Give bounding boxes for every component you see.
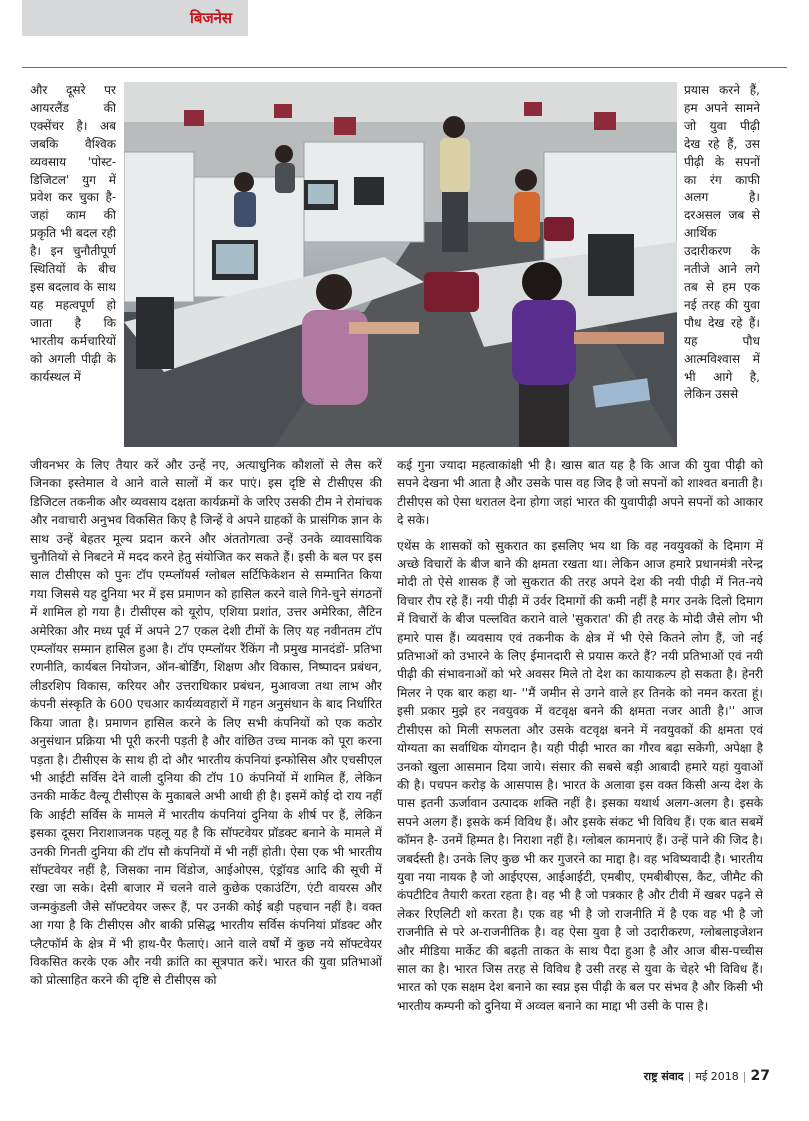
- text-column-right-narrow: [684, 82, 760, 456]
- paragraph: जीवनभर के लिए तैयार करें और उन्हें नए, अत्याधुनिक कौशलों से लैस करें जिनका इस्तेमाल वे आने वाले सालों में कर पाएं। इस दृष्टि से टीसीएस की डिजिटल तकनीक और व्यवसाय दक्षता कार्यक्रमों के जरिए उसकी टीम ने रोमांचक और नवाचारी अनुभव विकसित किए है जिन्हें वे अपने ग्राहकों के प्रासंगिक ज्ञान के साथ उन्हें बेहतर मूल्य प्रदान करने और अंततोगत्वा उन्हें उनके व्यावसायिक चुनौतियों से निबटने में मदद करने हेतु संयोजित कर सकते हैं। इसी के बल पर इस साल टीसीएस को पुनः टॉप एम्प्लॉयर्स ग्लोबल सर्टिफिकेशन से सम्मानित किया गया जिससे यह दुनिया भर में इस प्रमाणन को हासिल करने वाले गिने-चुने संगठनों में शामिल हो गया है। टीसीएस को यूरोप, एशिया प्रशांत, उत्तर अमेरिका, लैटिन अमेरिका और मध्य पूर्व में अपने 27 एकल देशी टीमों के लिए यह नवीनतम टॉप एम्प्लॉयर सम्मान हासिल हुआ है। टॉप एम्प्लॉयर रैंकिंग नौ प्रमुख मानदंडों- प्रतिभा रणनीति, कार्यबल नियोजन, ऑन-बोर्डिंग, शिक्षण और विकास, निष्पादन प्रबंधन, लीडरशिप विकास, करियर और उत्तराधिकार प्रबंधन, मुआवजा तथा लाभ और कंपनी संस्कृति के 600 एचआर कार्यव्यवहारों में गहन अनुसंधान के बाद निर्धारित किया जाता है। प्रमाणन हासिल करने के लिए सभी कंपनियों को एक कठोर अनुसंधान प्रक्रिया भी पूरी करनी पड़ती है और वांछित उच्च मानक को पूरा करना पड़ता है। टीसीएस के साथ ही दो और भारतीय कंपनियां इन्फोसिस और एचसीएल भी आईटी सर्विस देने वाली दुनिया की टॉप 10 कंपनियों में शामिल हैं, लेकिन उनकी मार्केट वैल्यू टीसीएस के मुकाबले अभी आधी ही है। इसमें कोई दो राय नहीं कि आईटी सर्विस के मामले में भारतीय कंपनियां दुनिया के शीर्ष पर हैं, लेकिन इसका दूसरा निराशाजनक पहलू यह है कि सॉफ्टवेयर प्रॉडक्ट बनाने के मामले में उनकी गिनती दुनिया की टॉप सौ कंपनियों में भी नहीं होती। ऐसा एक भी भारतीय सॉफ्टवेयर नहीं है, जिसका नाम विंडोज, आईओएस, एंड्रॉयड आदि की सूची में रखा जा सके। देसी बाजार में चलने वाले कुछेक एकाउंटिंग, एंटी वायरस और जन्मकुंडली जैसे सॉफ्टवेयर जरूर हैं, पर उनकी कोई बड़ी पहचान नहीं है। वक्त आ गया है कि टीसीएस और बाकी प्रसिद्ध भारतीय सर्विस कंपनियां प्रॉडक्ट और प्लैटफॉर्म के क्षेत्र में भी हाथ-पैर फैलाएं। आने वाले वर्षों में कुछ नये सॉफ्टवेयर विकसित करके एक और नयी क्रांति का सूत्रपात करें। भारत की युवा प्रतिभाओं को प्रोत्साहित करने की दृष्टि से टीसीएस को: [30, 458, 382, 988]
- magazine-name: राष्ट्र संवाद: [643, 1070, 684, 1083]
- text-column-left-narrow: [30, 82, 116, 456]
- text-column-left: [30, 456, 382, 1091]
- header-rule: [22, 67, 787, 68]
- page-footer: राष्ट्र संवाद | मई 2018 | 27: [643, 1068, 770, 1084]
- office-photo-illustration: [124, 82, 677, 447]
- issue-date: मई 2018: [695, 1070, 739, 1083]
- page-number: 27: [750, 1068, 770, 1084]
- text-column-right: [397, 456, 763, 1056]
- section-label: बिजनेस: [22, 0, 248, 36]
- paragraph: एथेंस के शासकों को सुकरात का इसलिए भय था कि वह नवयुवकों के दिमाग में अच्छे विचारों के बीज बाने की क्षमता रखता था। लेकिन आज हमारे प्रधानमंत्री नरेन्द्र मोदी तो ऐसे शासक हैं जो सुकरात की तरह अपने देश की नयी पीढ़ी में नित-नये विचार रौप रहे हैं। नयी पीढ़ी में उर्वर दिमागों की कमी नहीं है मगर उनके दिलो दिमाग में विचारों के बीज पल्लवित कराने वाले 'सुकरात' की ही तरह के मोदी जैसे लोग भी हमारे पास हैं। व्यवसाय एवं तकनीक के क्षेत्र में भी ऐसे कितने लोग हैं, जो नई प्रतिभाओं को उभारने के लिए ईमानदारी से प्रयास करते हैं? नयी प्रतिभाओं एवं नयी पीढ़ी की संभावनाओं को भरे अवसर मिले तो देश का कायाकल्प हो सकता है। हेनरी मिलर ने एक बार कहा था- ''मैं जमीन से उगने वाले हर तिनके को नमन करता हूं। इसी प्रकार मुझे हर नवयुवक में वटवृक्ष बनने की क्षमता नजर आती है।'' आज टीसीएस को मिली सफलता और उसके वटवृक्ष बनने में नवयुवकों की क्षमता एवं योग्यता का सर्वाधिक योगदान है। यही पीढ़ी भारत का गौरव बढ़ा सकेगी, अपेक्षा है उनको खुला आसमान दिया जाये। संसार की सबसे बड़ी आबादी हमारे यहां युवाओं की है। पचपन करोड़ के आसपास है। भारत के अलावा इस वक्त किसी अन्य देश के पास इतनी ऊर्जावान उत्पादक शक्ति नहीं है। इसका यथार्थ अलग-अलग है। इसके सपने अलग हैं। इसके कर्म विविध हैं। और इसके संकट भी विविध हैं। एक बात सबमें कॉमन है- उनमें हिम्मत है। निराशा नहीं है। ग्लोबल कामनाएं हैं। उन्हें पाने की जिद है। जबर्दस्ती है। उनके लिए कुछ भी कर गुजरने का माद्दा है। वह भविष्यवादी है। भारतीय युवा नया नायक है जो आईएएस, आईआईटी, एमबीए, एमबीबीएस, कैट, जीमैट की कंपटीटिव तैयारी करता रहता है। वह भी है जो पत्रकार है और टीवी में खबर पढ़ने से लेकर रिएलिटी शो करता है। एक वह भी है जो राजनीति में है एक वह भी है जो राजनीति से परे अ-राजनीतिक है। वह ऐसा युवा है जो उदारीकरण, ग्लोबलाइजेशन और मीडिया मार्केट की बढ़ती ताकत के साथ पैदा हुआ है और आज बीस-पच्चीस साल का है। भारत जिस तरह से विविध है उसी तरह से युवा के चेहरे भी विविध हैं। भारत को एक सक्षम देश बनाने का स्वप्न इस पीढ़ी के बल पर संभव है और किसी भी भारतीय कम्पनी को दुनिया में अव्वल बनाने का माद्दा भी उसी के पास है।: [397, 538, 763, 1013]
- paragraph: और दूसरे पर आयरलैंड की एक्सेंचर है। अब जबकि वैश्विक व्यवसाय 'पोस्ट-डिजिटल' युग में प्रवेश कर चुका है- जहां काम की प्रकृति भी बदल रही है। इन चुनौतीपूर्ण स्थितियों के बीच इस बदलाव के साथ यह महत्वपूर्ण हो जाता है कि भारतीय कर्मचारियों को अगली पीढ़ी के कार्यस्थल में: [30, 83, 116, 384]
- office-photo: [124, 82, 677, 447]
- paragraph: कई गुना ज्यादा महत्वाकांक्षी भी है। खास बात यह है कि आज की युवा पीढ़ी को सपने देखना भी आता है और उसके पास वह जिद है जो सपनों को शाश्वत बनाती है। टीसीएस को ऐसा धरातल देना होगा जहां भारत की युवापीढ़ी अपने सपनों को आकार दे सके।: [397, 458, 763, 528]
- paragraph: प्रयास करने हैं, हम अपने सामने जो युवा पीढ़ी देख रहे हैं, उस पीढ़ी के सपनों का रंग काफी अलग है। दरअसल जब से आर्थिक उदारीकरण के नतीजे आने लगे तब से हम एक नई तरह की युवा पौध देख रहे हैं। यह पौध आत्मविश्वास में भी आगे है, लेकिन उससे: [684, 83, 760, 402]
